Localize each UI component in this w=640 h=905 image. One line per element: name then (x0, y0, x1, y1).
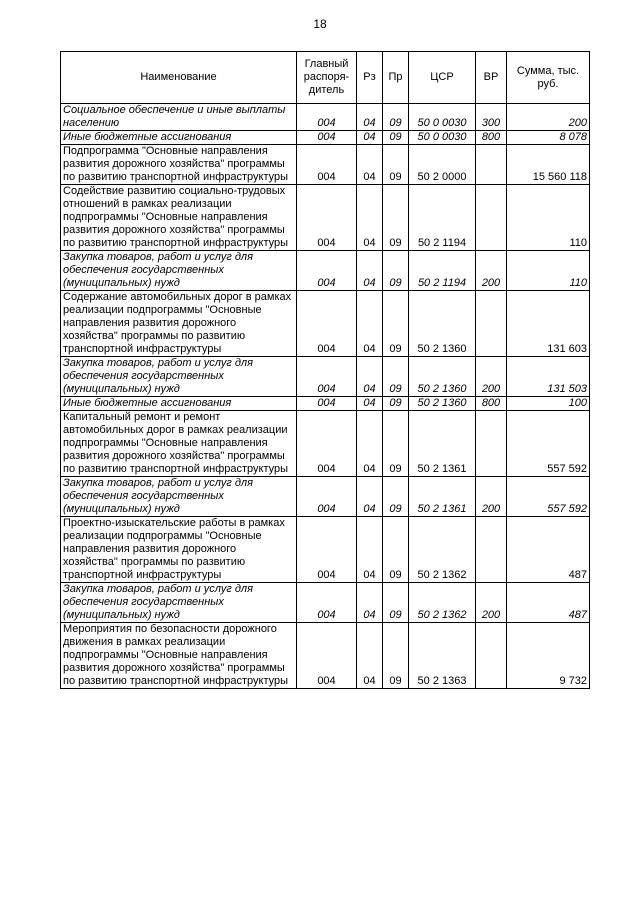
cell-csr: 50 2 1360 (409, 291, 476, 357)
table-row (61, 185, 590, 251)
cell-csr: 50 2 1362 (409, 583, 476, 623)
table-row (61, 251, 590, 291)
cell-name: Капитальный ремонт и ремонт автомобильных дорог в рамках реализации подпрограммы "Основные направления развития дорожного хозяйства" программы по развитию транспортной инфраструктуры (61, 411, 297, 477)
cell-rz: 04 (357, 357, 383, 397)
cell-sum: 557 592 (507, 411, 590, 477)
cell-rz: 04 (357, 131, 383, 145)
cell-pr: 09 (383, 517, 409, 583)
cell-name: Иные бюджетные ассигнования (61, 131, 297, 145)
table-row (61, 397, 590, 411)
cell-vr: 200 (476, 477, 507, 517)
cell-sum: 110 (507, 185, 590, 251)
table-row (61, 411, 590, 477)
cell-rz: 04 (357, 251, 383, 291)
cell-vr (476, 291, 507, 357)
cell-pr: 09 (383, 411, 409, 477)
col-header-sum: Сумма, тыс. руб. (507, 52, 590, 104)
budget-table (60, 51, 590, 689)
cell-name: Социальное обеспечение и иные выплаты населению (61, 104, 297, 131)
cell-vr (476, 517, 507, 583)
cell-csr: 50 2 1360 (409, 357, 476, 397)
cell-name: Закупка товаров, работ и услуг для обеспечения государственных (муниципальных) нужд (61, 477, 297, 517)
table-row (61, 104, 590, 131)
cell-sum: 487 (507, 517, 590, 583)
cell-pr: 09 (383, 251, 409, 291)
cell-admin: 004 (297, 583, 357, 623)
cell-vr: 800 (476, 131, 507, 145)
cell-rz: 04 (357, 104, 383, 131)
cell-sum: 131 503 (507, 357, 590, 397)
cell-admin: 004 (297, 477, 357, 517)
cell-sum: 487 (507, 583, 590, 623)
cell-csr: 50 2 1361 (409, 477, 476, 517)
cell-admin: 004 (297, 104, 357, 131)
cell-admin: 004 (297, 517, 357, 583)
page-number: 18 (313, 17, 327, 31)
cell-pr: 09 (383, 185, 409, 251)
cell-vr: 200 (476, 251, 507, 291)
cell-pr: 09 (383, 397, 409, 411)
cell-sum: 100 (507, 397, 590, 411)
cell-rz: 04 (357, 583, 383, 623)
table-header-row (61, 52, 590, 104)
table-row (61, 583, 590, 623)
cell-admin: 004 (297, 291, 357, 357)
cell-csr: 50 2 1363 (409, 623, 476, 689)
cell-admin: 004 (297, 623, 357, 689)
table-row (61, 477, 590, 517)
cell-pr: 09 (383, 623, 409, 689)
cell-pr: 09 (383, 131, 409, 145)
cell-sum: 8 078 (507, 131, 590, 145)
cell-sum: 200 (507, 104, 590, 131)
cell-rz: 04 (357, 477, 383, 517)
cell-csr: 50 2 0000 (409, 145, 476, 185)
cell-name: Закупка товаров, работ и услуг для обеспечения государственных (муниципальных) нужд (61, 583, 297, 623)
cell-pr: 09 (383, 104, 409, 131)
cell-vr (476, 411, 507, 477)
col-header-rz: Рз (357, 52, 383, 104)
col-header-csr: ЦСР (409, 52, 476, 104)
cell-pr: 09 (383, 291, 409, 357)
cell-admin: 004 (297, 411, 357, 477)
cell-pr: 09 (383, 357, 409, 397)
cell-csr: 50 0 0030 (409, 104, 476, 131)
cell-vr: 200 (476, 357, 507, 397)
cell-vr (476, 185, 507, 251)
col-header-pr: Пр (383, 52, 409, 104)
table-row (61, 517, 590, 583)
table-row (61, 623, 590, 689)
cell-csr: 50 2 1194 (409, 185, 476, 251)
col-header-name: Наименование (61, 52, 297, 104)
cell-csr: 50 2 1194 (409, 251, 476, 291)
cell-name: Содержание автомобильных дорог в рамках реализации подпрограммы "Основные направления развития дорожного хозяйства" программы по развитию транспортной инфраструктуры (61, 291, 297, 357)
col-header-admin: Главный распоря-дитель (297, 52, 357, 104)
cell-rz: 04 (357, 623, 383, 689)
cell-rz: 04 (357, 185, 383, 251)
cell-admin: 004 (297, 185, 357, 251)
cell-name: Подпрограмма "Основные направления развития дорожного хозяйства" программы по развитию транспортной инфраструктуры (61, 145, 297, 185)
table-row (61, 357, 590, 397)
cell-sum: 557 592 (507, 477, 590, 517)
cell-admin: 004 (297, 397, 357, 411)
cell-name: Проектно-изыскательские работы в рамках реализации подпрограммы "Основные направления развития дорожного хозяйства" программы по развитию транспортной инфраструктуры (61, 517, 297, 583)
cell-csr: 50 2 1362 (409, 517, 476, 583)
cell-rz: 04 (357, 411, 383, 477)
cell-pr: 09 (383, 583, 409, 623)
cell-sum: 110 (507, 251, 590, 291)
cell-admin: 004 (297, 251, 357, 291)
cell-rz: 04 (357, 291, 383, 357)
cell-sum: 131 603 (507, 291, 590, 357)
cell-vr (476, 623, 507, 689)
cell-admin: 004 (297, 357, 357, 397)
cell-admin: 004 (297, 131, 357, 145)
cell-sum: 9 732 (507, 623, 590, 689)
cell-pr: 09 (383, 145, 409, 185)
cell-pr: 09 (383, 477, 409, 517)
table-row (61, 145, 590, 185)
cell-admin: 004 (297, 145, 357, 185)
table-row (61, 291, 590, 357)
cell-csr: 50 2 1360 (409, 397, 476, 411)
cell-vr: 300 (476, 104, 507, 131)
cell-rz: 04 (357, 517, 383, 583)
cell-name: Мероприятия по безопасности дорожного движения в рамках реализации подпрограммы "Основные направления развития дорожного хозяйства" программы по развитию транспортной инфраструктуры (61, 623, 297, 689)
cell-vr: 800 (476, 397, 507, 411)
cell-sum: 15 560 118 (507, 145, 590, 185)
cell-rz: 04 (357, 145, 383, 185)
table-row (61, 131, 590, 145)
cell-rz: 04 (357, 397, 383, 411)
col-header-vr: ВР (476, 52, 507, 104)
cell-vr (476, 145, 507, 185)
cell-csr: 50 2 1361 (409, 411, 476, 477)
cell-vr: 200 (476, 583, 507, 623)
cell-name: Содействие развитию социально-трудовых отношений в рамках реализации подпрограммы "Основные направления развития дорожного хозяйства" программы по развитию транспортной инфраструктуры (61, 185, 297, 251)
cell-name: Закупка товаров, работ и услуг для обеспечения государственных (муниципальных) нужд (61, 357, 297, 397)
cell-csr: 50 0 0030 (409, 131, 476, 145)
cell-name: Иные бюджетные ассигнования (61, 397, 297, 411)
cell-name: Закупка товаров, работ и услуг для обеспечения государственных (муниципальных) нужд (61, 251, 297, 291)
